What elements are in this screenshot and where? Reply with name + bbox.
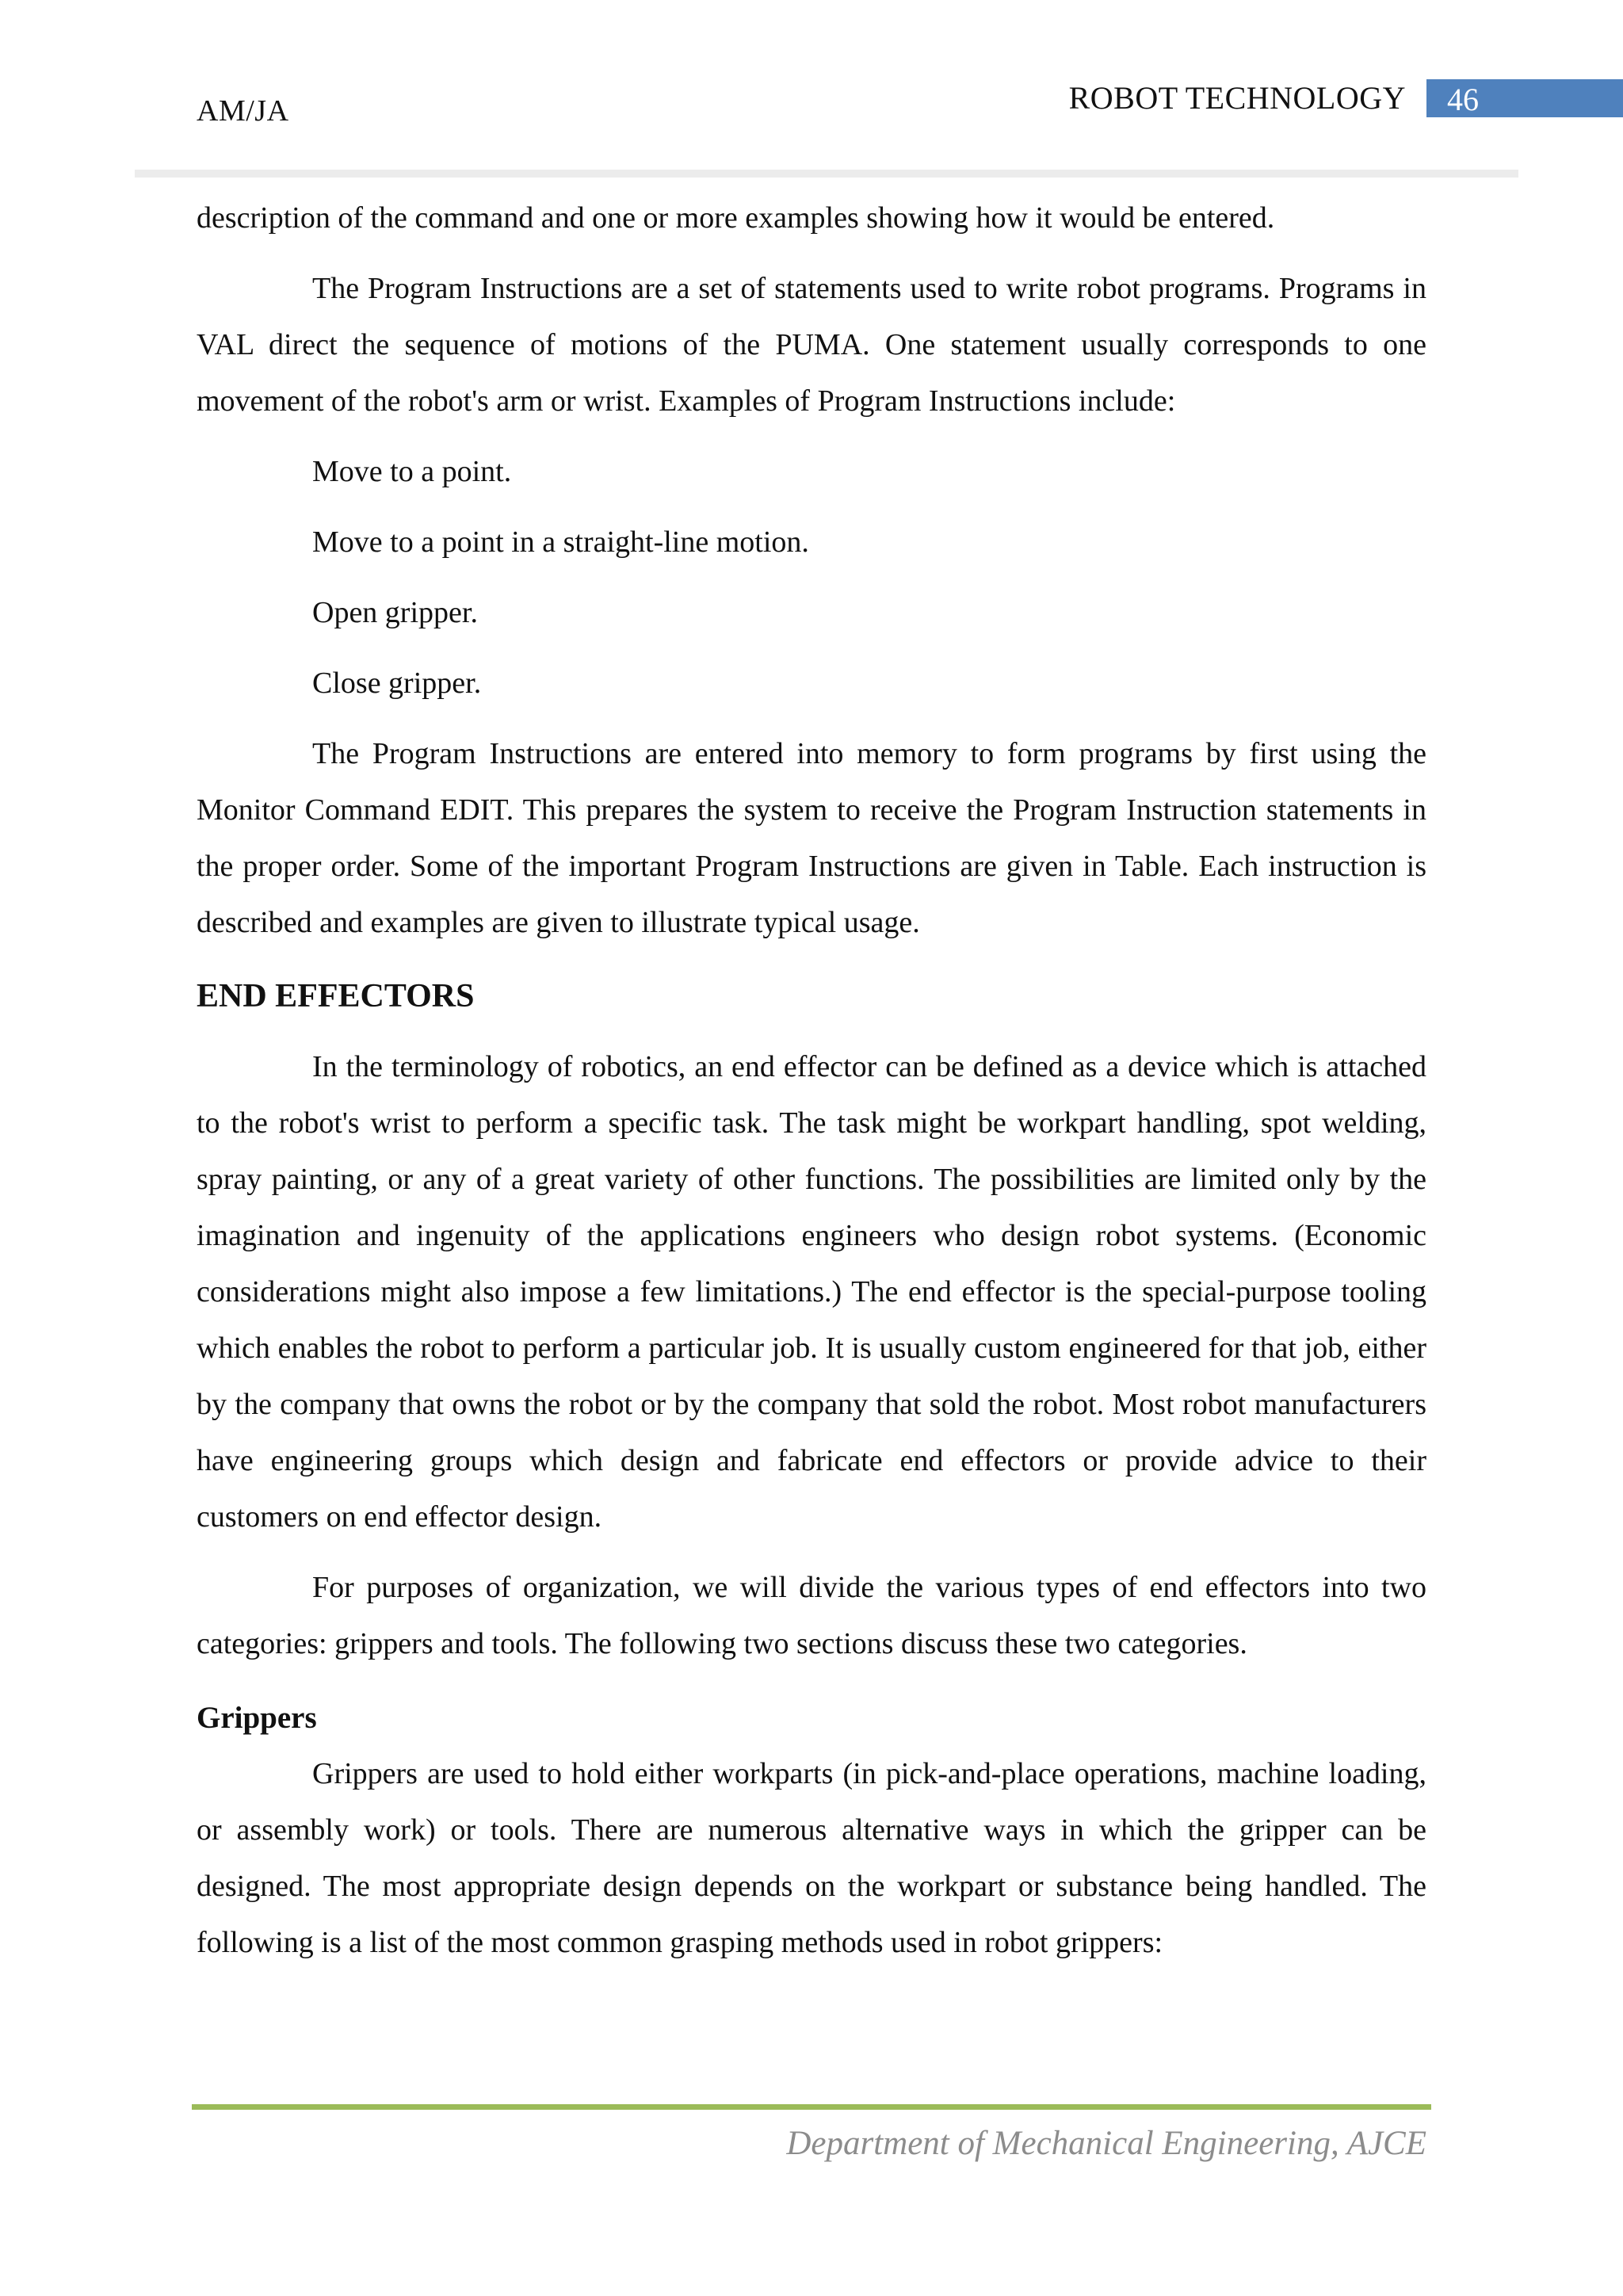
paragraph-end-effector-definition: In the terminology of robotics, an end effector can be defined as a device which is attached to the robot's wrist to perform a specific task. The task might be workpart handling, spot welding, spray painting, or any of a great variety of other functions. The possibilities are limited only by the imagination and ingenuity of the applications engineers who design robot systems. (Economic considerations might also impose a few limitations.) The end effector is the special-purpose tooling which enables the robot to perform a particular job. It is usually custom engineered for that job, either by the company that owns the robot or by the company that sold the robot. Most robot manufacturers have engineering groups which design and fabricate end effectors or provide advice to their customers on end effector design. <box>197 1050 1426 1534</box>
header-author-initials: AM/JA <box>197 94 289 128</box>
page-body <box>197 190 1426 1971</box>
subsection-heading-grippers: Grippers <box>197 1701 317 1735</box>
paragraph-edit-command: The Program Instructions are entered into memory to form programs by first using the Monitor Command EDIT. This prepares the system to receive the Program Instruction statements in the proper order. Some of the important Program Instructions are given in Table. Each instruction is described and examples are given to illustrate typical usage. <box>197 737 1426 939</box>
list-item: Open gripper. <box>312 596 478 629</box>
footer-department: Department of Mechanical Engineering, AJCE <box>786 2125 1426 2162</box>
paragraph-end-effector-categories: For purposes of organization, we will divide the various types of end effectors into two categories: grippers and tools. The following two sections discuss these two categories. <box>197 1571 1426 1660</box>
list-item: Move to a point in a straight-line motion. <box>312 525 809 559</box>
page-number-badge <box>1426 79 1623 117</box>
header-title: ROBOT TECHNOLOGY <box>1068 80 1406 116</box>
list-item: Close gripper. <box>312 667 482 700</box>
list-item: Move to a point. <box>312 455 512 488</box>
paragraph-grippers: Grippers are used to hold either workparts (in pick-and-place operations, machine loading, or assembly work) or tools. There are numerous alternative ways in which the gripper can be designed. The most appropriate design depends on the workpart or substance being handled. The following is a list of the most common grasping methods used in robot grippers: <box>197 1757 1426 1959</box>
section-heading-end-effectors: END EFFECTORS <box>197 978 475 1014</box>
footer-divider <box>192 2104 1431 2110</box>
header-divider <box>135 170 1518 178</box>
paragraph-program-instructions: The Program Instructions are a set of statements used to write robot programs. Programs in VAL direct the sequence of motions of the PUMA. One statement usually corresponds to one movement of the robot's arm or wrist. Examples of Program Instructions include: <box>197 272 1426 418</box>
page-number: 46 <box>1447 82 1479 117</box>
paragraph-command-description: description of the command and one or more examples showing how it would be entered. <box>197 201 1275 235</box>
